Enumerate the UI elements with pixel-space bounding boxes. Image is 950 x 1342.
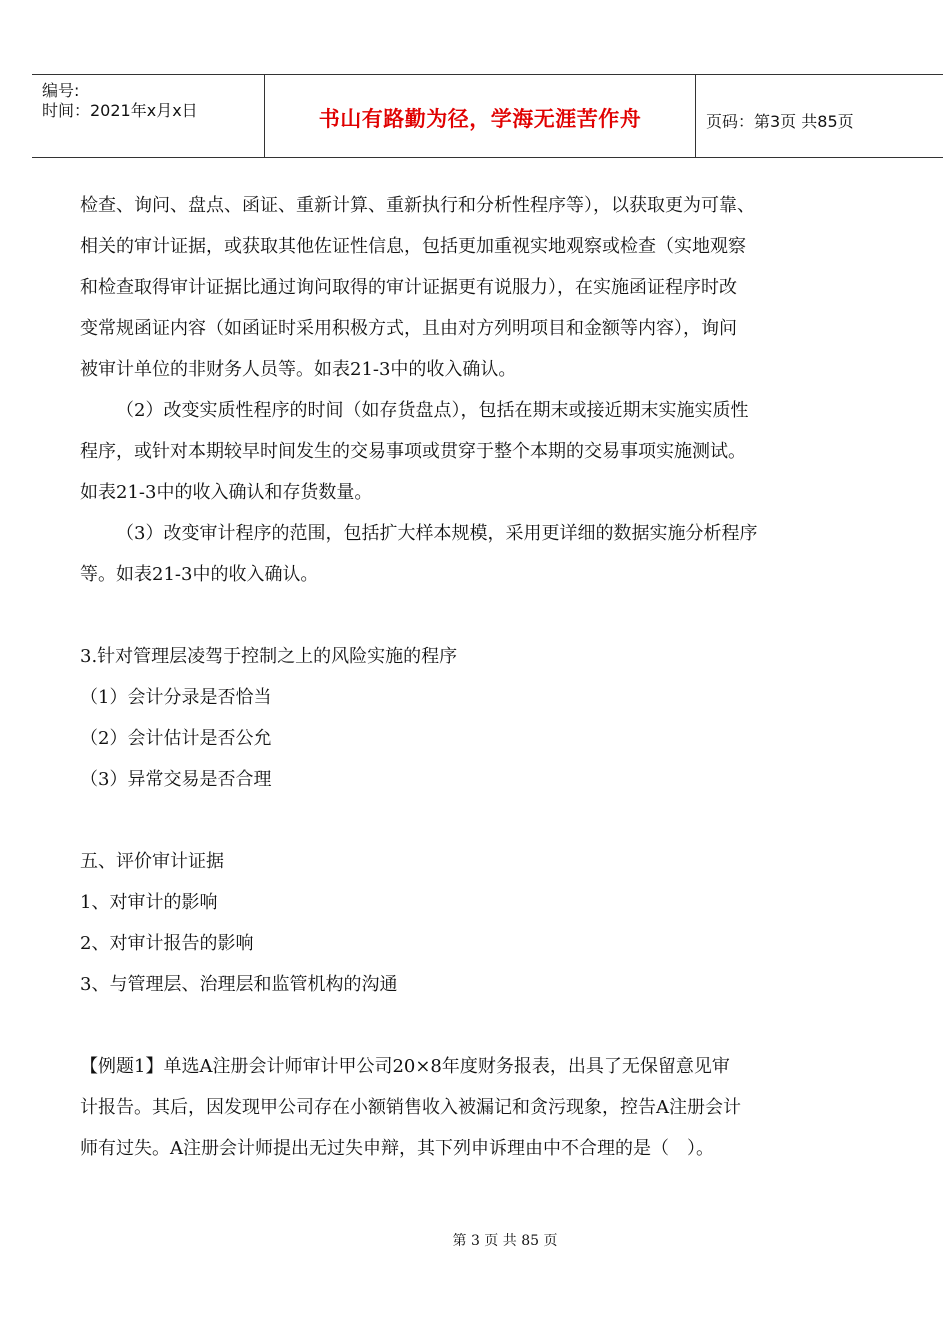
page-header bbox=[32, 74, 943, 158]
header-page-cell bbox=[696, 75, 943, 157]
section-heading: 五、评价审计证据 bbox=[80, 851, 224, 872]
list-item: 2、对审计报告的影响 bbox=[80, 933, 254, 954]
header-motto: 书山有路勤为径，学海无涯苦作舟 bbox=[318, 107, 642, 131]
body-line: 被审计单位的非财务人员等。如表21-3中的收入确认。 bbox=[80, 359, 517, 380]
header-motto-cell bbox=[265, 75, 696, 157]
list-item: （3）异常交易是否合理 bbox=[80, 769, 272, 790]
example-line: 【例题1】单选A注册会计师审计甲公司20×8年度财务报表，出具了无保留意见审 bbox=[80, 1056, 730, 1077]
list-item: 1、对审计的影响 bbox=[80, 892, 218, 913]
example-line: 计报告。其后，因发现甲公司存在小额销售收入被漏记和贪污现象，控告A注册会计 bbox=[80, 1097, 741, 1118]
section-heading: 3.针对管理层凌驾于控制之上的风险实施的程序 bbox=[80, 646, 458, 667]
header-meta bbox=[32, 75, 265, 157]
body-line: （3）改变审计程序的范围，包括扩大样本规模，采用更详细的数据实施分析程序 bbox=[116, 523, 758, 544]
header-page-number: 页码：第3页 共85页 bbox=[706, 111, 854, 131]
page-footer: 第 3 页 共 85 页 bbox=[452, 1233, 558, 1249]
body-line: 等。如表21-3中的收入确认。 bbox=[80, 564, 319, 585]
document-body bbox=[80, 185, 900, 1169]
body-line: 相关的审计证据，或获取其他佐证性信息，包括更加重视实地观察或检查（实地观察 bbox=[80, 236, 746, 257]
body-line: 变常规函证内容（如函证时采用积极方式，且由对方列明项目和金额等内容），询问 bbox=[80, 318, 737, 339]
body-line: 程序，或针对本期较早时间发生的交易事项或贯穿于整个本期的交易事项实施测试。 bbox=[80, 441, 746, 462]
list-item: （1）会计分录是否恰当 bbox=[80, 687, 272, 708]
body-line: 检查、询问、盘点、函证、重新计算、重新执行和分析性程序等），以获取更为可靠、 bbox=[80, 195, 755, 216]
body-line: （2）改变实质性程序的时间（如存货盘点），包括在期末或接近期末实施实质性 bbox=[116, 400, 749, 421]
example-line: 师有过失。A注册会计师提出无过失申辩，其下列申诉理由中不合理的是（ ）。 bbox=[80, 1138, 714, 1159]
document-time-label: 时间：2021年x月x日 bbox=[42, 101, 198, 120]
body-line: 和检查取得审计证据比通过询问取得的审计证据更有说服力），在实施函证程序时改 bbox=[80, 277, 737, 298]
document-number-label: 编号: bbox=[42, 81, 80, 100]
list-item: （2）会计估计是否公允 bbox=[80, 728, 272, 749]
list-item: 3、与管理层、治理层和监管机构的沟通 bbox=[80, 974, 398, 995]
body-line: 如表21-3中的收入确认和存货数量。 bbox=[80, 482, 373, 503]
